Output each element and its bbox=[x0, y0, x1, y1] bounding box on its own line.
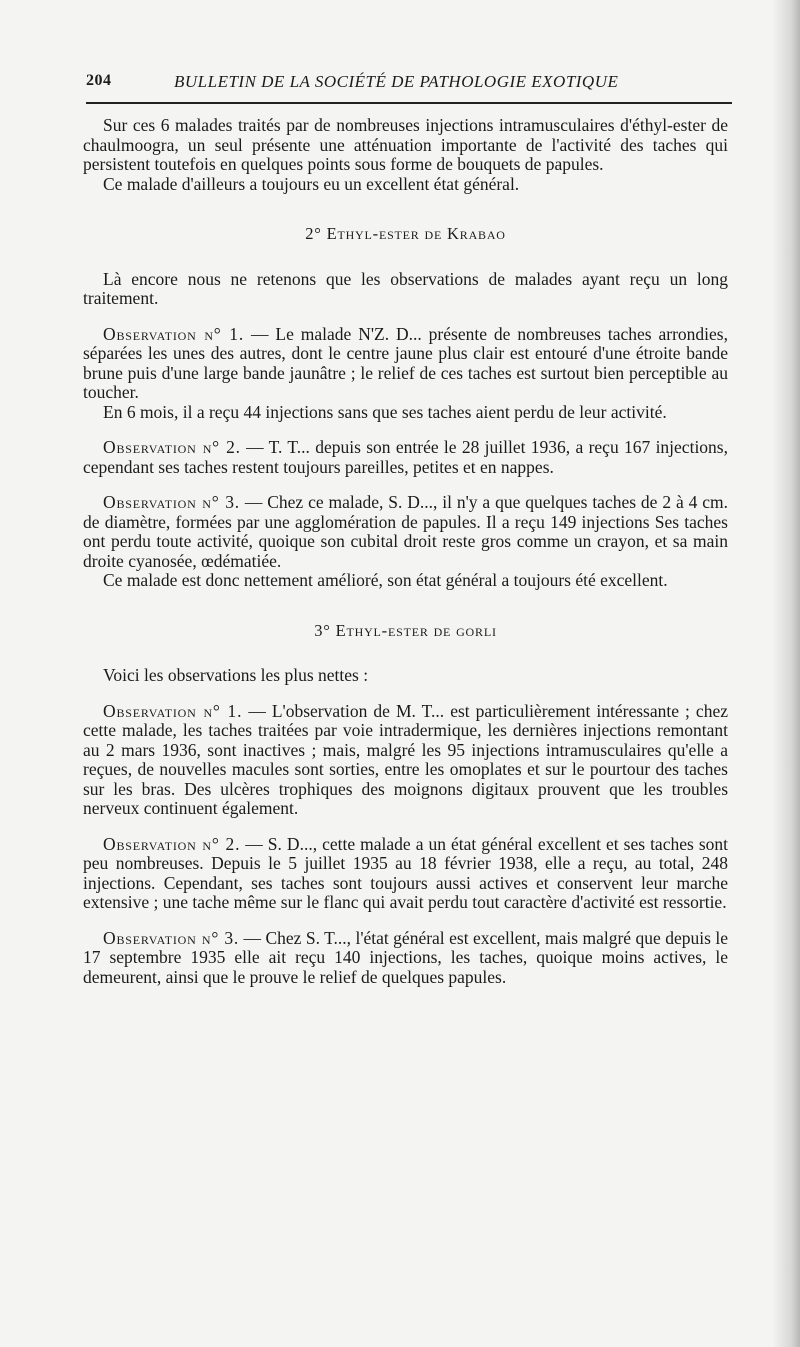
paragraph: Ce malade est donc nettement amélioré, son état général a toujours été excellent. bbox=[103, 570, 668, 590]
running-header bbox=[86, 72, 732, 98]
observation-label: Observation n° 1. bbox=[103, 323, 245, 344]
observation-text: — Chez S. T..., l'état général est excellent, mais malgré que depuis le 17 septembre 1935 elle ait reçu 140 injections, les taches, quoique moins actives, le demeurent, ainsi que le prouve le relief de quelques papules. bbox=[83, 927, 728, 987]
section-heading: 3° Ethyl-ester de gorli bbox=[314, 620, 497, 640]
observation-text: — T. T... depuis son entrée le 28 juillet 1936, a reçu 167 injections, cependant ses taches restent toujours pareilles, petites et en nappes. bbox=[83, 437, 728, 477]
paragraph: Sur ces 6 malades traités par de nombreuses injections intramusculaires d'éthyl-ester de chaulmoogra, un seul présente une atténuation importante de l'activité des taches qui persistent toutefois en quelques points sous forme de bouquets de papules. bbox=[83, 115, 728, 174]
observation bbox=[83, 493, 728, 571]
observation bbox=[83, 438, 728, 477]
page-number: 204 bbox=[86, 72, 112, 89]
observation-label: Observation n° 2. bbox=[103, 833, 241, 854]
observation-text: — S. D..., cette malade a un état général excellent et ses taches sont peu nombreuses. Depuis le 5 juillet 1935 au 18 février 1938, elle a reçu, au total, 248 injections. Cependant, ses taches sont toujours aussi actives et conservent leur marche extensive ; une tache même sur le flanc qui avait perdu tout caractère d'activité est ressortie. bbox=[83, 833, 728, 912]
section-heading: 2° Ethyl-ester de Krabao bbox=[305, 224, 506, 243]
paragraph: Voici les observations les plus nettes : bbox=[103, 665, 369, 685]
observation bbox=[83, 325, 728, 403]
observation-text: — L'observation de M. T... est particulièrement intéressante ; chez cette malade, les taches traitées par voie intradermique, les dernières injections remontant au 2 mars 1936, sont inactives ; mais, malgré les 95 injections intramusculaires qu'elle a reçues, de nouvelles macules sont sorties, entre les omoplates et sur le pourtour des taches sur les bras. Des ulcères trophiques des moignons digitaux prouvent que les troubles nerveux continuent également. bbox=[83, 700, 728, 818]
paragraph: En 6 mois, il a reçu 44 injections sans que ses taches aient perdu de leur activité. bbox=[103, 401, 667, 422]
article-body bbox=[83, 116, 728, 987]
observation-text: — Le malade N'Z. D... présente de nombreuses taches arrondies, séparées les unes des autres, dont le centre jaune plus clair est entouré d'une étroite bande brune puis d'une large bande jaunâtre ; le relief de ces taches est surtout bien perceptible au toucher. bbox=[83, 323, 728, 402]
observation bbox=[83, 835, 728, 913]
observation-label: Observation n° 3. bbox=[103, 927, 240, 948]
paragraph: Ce malade d'ailleurs a toujours eu un excellent état général. bbox=[103, 173, 520, 194]
observation-label: Observation n° 3. bbox=[103, 492, 240, 512]
journal-title: BULLETIN DE LA SOCIÉTÉ DE PATHOLOGIE EXOTIQUE bbox=[174, 72, 619, 91]
observation bbox=[83, 929, 728, 988]
observation-label: Observation n° 2. bbox=[103, 437, 241, 457]
paragraph: Là encore nous ne retenons que les observations de malades ayant reçu un long traitement. bbox=[83, 268, 728, 308]
observation-label: Observation n° 1. bbox=[103, 700, 243, 721]
observation bbox=[83, 702, 728, 819]
observation-text: — Chez ce malade, S. D..., il n'y a que quelques taches de 2 à 4 cm. de diamètre, formées par une agglomération de papules. Il a reçu 149 injections Ses taches ont perdu toute activité, quoique son cubital droit reste gros comme un crayon, et sa main droite cyanosée, œdématiée. bbox=[83, 492, 728, 571]
header-rule bbox=[86, 102, 732, 104]
